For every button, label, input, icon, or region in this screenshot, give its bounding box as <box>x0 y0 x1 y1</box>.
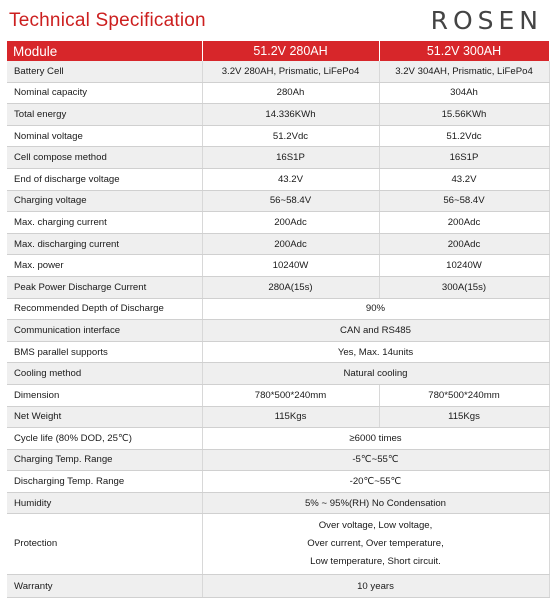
row-value: 10 years <box>202 575 549 598</box>
row-value-300ah: 115Kgs <box>379 406 549 428</box>
row-value-280ah: 200Adc <box>202 212 379 234</box>
row-value-280ah: 780*500*240mm <box>202 384 379 406</box>
table-row <box>7 428 549 450</box>
table-row <box>7 406 549 428</box>
row-label: Max. power <box>7 255 202 277</box>
table-row <box>7 104 549 126</box>
row-value-300ah: 56~58.4V <box>379 190 549 212</box>
table-row <box>7 255 549 277</box>
table-row <box>7 147 549 169</box>
row-value-300ah: 780*500*240mm <box>379 384 549 406</box>
spec-table-body <box>7 61 549 598</box>
column-header-280ah: 51.2V 280AH <box>202 41 379 61</box>
column-header-module: Module <box>7 41 202 61</box>
row-value-300ah: 304Ah <box>379 82 549 104</box>
table-row <box>7 320 549 342</box>
table-row <box>7 363 549 385</box>
row-value-300ah: 51.2Vdc <box>379 125 549 147</box>
row-label: End of discharge voltage <box>7 168 202 190</box>
row-value-280ah: 115Kgs <box>202 406 379 428</box>
row-value-280ah: 10240W <box>202 255 379 277</box>
row-label: Discharging Temp. Range <box>7 471 202 493</box>
row-value: Yes, Max. 14units <box>202 341 549 363</box>
row-label: Cycle life (80% DOD, 25℃) <box>7 428 202 450</box>
protection-line: Low temperature, Short circuit. <box>310 556 441 568</box>
table-row <box>7 233 549 255</box>
row-value-280ah: 280Ah <box>202 82 379 104</box>
table-row <box>7 276 549 298</box>
row-value: CAN and RS485 <box>202 320 549 342</box>
row-label: Max. charging current <box>7 212 202 234</box>
table-row <box>7 212 549 234</box>
table-row <box>7 471 549 493</box>
row-value: 5% ~ 95%(RH) No Condensation <box>202 492 549 514</box>
row-label: Protection <box>7 514 202 575</box>
table-row <box>7 384 549 406</box>
table-header-row <box>7 41 549 61</box>
table-row <box>7 341 549 363</box>
row-label: Communication interface <box>7 320 202 342</box>
row-value: ≥6000 times <box>202 428 549 450</box>
row-value-280ah: 51.2Vdc <box>202 125 379 147</box>
row-value: Natural cooling <box>202 363 549 385</box>
row-value-280ah: 56~58.4V <box>202 190 379 212</box>
row-value: 90% <box>202 298 549 320</box>
row-label: Warranty <box>7 575 202 598</box>
page-title: Technical Specification <box>9 10 206 31</box>
table-row <box>7 492 549 514</box>
row-value-300ah: 3.2V 304AH, Prismatic, LiFePo4 <box>379 61 549 82</box>
brand-logo: ROSEN <box>430 6 543 35</box>
table-row <box>7 61 549 82</box>
row-label: Charging voltage <box>7 190 202 212</box>
row-value-280ah: 16S1P <box>202 147 379 169</box>
row-value-280ah: 280A(15s) <box>202 276 379 298</box>
row-label: Battery Cell <box>7 61 202 82</box>
spec-table <box>7 41 550 598</box>
row-value-280ah: 43.2V <box>202 168 379 190</box>
table-row <box>7 449 549 471</box>
row-label: Net Weight <box>7 406 202 428</box>
row-value-280ah: 3.2V 280AH, Prismatic, LiFePo4 <box>202 61 379 82</box>
row-value-300ah: 16S1P <box>379 147 549 169</box>
row-label: Dimension <box>7 384 202 406</box>
row-label: Nominal voltage <box>7 125 202 147</box>
row-value-300ah: 200Adc <box>379 212 549 234</box>
row-label: Nominal capacity <box>7 82 202 104</box>
table-row-warranty <box>7 575 549 598</box>
protection-line: Over voltage, Low voltage, <box>318 520 433 532</box>
row-value-280ah: 200Adc <box>202 233 379 255</box>
row-value: -5℃~55℃ <box>202 449 549 471</box>
table-row <box>7 125 549 147</box>
row-label: Max. discharging current <box>7 233 202 255</box>
table-row-protection <box>7 514 549 575</box>
table-row <box>7 82 549 104</box>
row-label: BMS parallel supports <box>7 341 202 363</box>
row-label: Cell compose method <box>7 147 202 169</box>
row-value-300ah: 15.56KWh <box>379 104 549 126</box>
row-value-300ah: 43.2V <box>379 168 549 190</box>
table-row <box>7 298 549 320</box>
row-value-300ah: 10240W <box>379 255 549 277</box>
row-value-280ah: 14.336KWh <box>202 104 379 126</box>
row-value-300ah: 200Adc <box>379 233 549 255</box>
row-label: Cooling method <box>7 363 202 385</box>
row-label: Peak Power Discharge Current <box>7 276 202 298</box>
row-label: Humidity <box>7 492 202 514</box>
table-row <box>7 190 549 212</box>
table-row <box>7 168 549 190</box>
protection-line: Over current, Over temperature, <box>307 538 444 550</box>
row-label: Recommended Depth of Discharge <box>7 298 202 320</box>
column-header-300ah: 51.2V 300AH <box>379 41 549 61</box>
row-value-300ah: 300A(15s) <box>379 276 549 298</box>
row-label: Total energy <box>7 104 202 126</box>
row-label: Charging Temp. Range <box>7 449 202 471</box>
protection-value <box>202 514 549 575</box>
row-value: -20℃~55℃ <box>202 471 549 493</box>
